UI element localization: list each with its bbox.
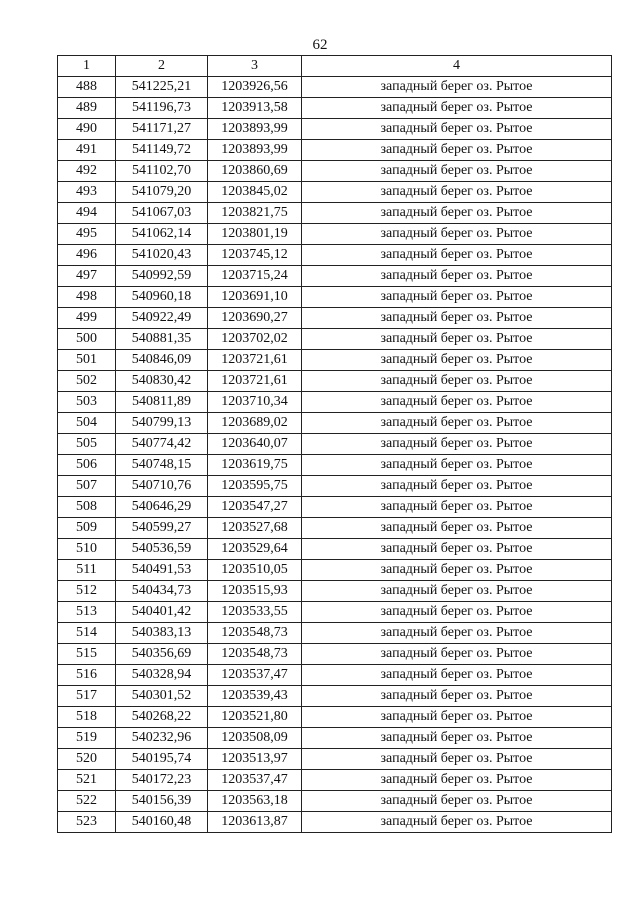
point-number-cell: 506 bbox=[58, 455, 116, 476]
table-row bbox=[58, 791, 612, 812]
table-row bbox=[58, 98, 612, 119]
y-coordinate-cell: 1203801,19 bbox=[208, 224, 302, 245]
point-number-cell: 511 bbox=[58, 560, 116, 581]
description-cell: западный берег оз. Рытое bbox=[302, 308, 612, 329]
point-number-cell: 499 bbox=[58, 308, 116, 329]
description-cell: западный берег оз. Рытое bbox=[302, 224, 612, 245]
x-coordinate-cell: 541171,27 bbox=[116, 119, 208, 140]
y-coordinate-cell: 1203508,09 bbox=[208, 728, 302, 749]
table-row bbox=[58, 497, 612, 518]
x-coordinate-cell: 540172,23 bbox=[116, 770, 208, 791]
description-cell: западный берег оз. Рытое bbox=[302, 497, 612, 518]
point-number-cell: 496 bbox=[58, 245, 116, 266]
table-row bbox=[58, 77, 612, 98]
point-number-cell: 492 bbox=[58, 161, 116, 182]
table-row bbox=[58, 392, 612, 413]
x-coordinate-cell: 541020,43 bbox=[116, 245, 208, 266]
point-number-cell: 522 bbox=[58, 791, 116, 812]
x-coordinate-cell: 540881,35 bbox=[116, 329, 208, 350]
x-coordinate-cell: 540268,22 bbox=[116, 707, 208, 728]
point-number-cell: 512 bbox=[58, 581, 116, 602]
table-row bbox=[58, 161, 612, 182]
description-cell: западный берег оз. Рытое bbox=[302, 140, 612, 161]
x-coordinate-cell: 540401,42 bbox=[116, 602, 208, 623]
point-number-cell: 490 bbox=[58, 119, 116, 140]
y-coordinate-cell: 1203527,68 bbox=[208, 518, 302, 539]
x-coordinate-cell: 540328,94 bbox=[116, 665, 208, 686]
y-coordinate-cell: 1203926,56 bbox=[208, 77, 302, 98]
y-coordinate-cell: 1203537,47 bbox=[208, 770, 302, 791]
description-cell: западный берег оз. Рытое bbox=[302, 791, 612, 812]
point-number-cell: 498 bbox=[58, 287, 116, 308]
description-cell: западный берег оз. Рытое bbox=[302, 182, 612, 203]
y-coordinate-cell: 1203513,97 bbox=[208, 749, 302, 770]
description-cell: западный берег оз. Рытое bbox=[302, 203, 612, 224]
point-number-cell: 505 bbox=[58, 434, 116, 455]
table-row bbox=[58, 245, 612, 266]
table-row bbox=[58, 665, 612, 686]
x-coordinate-cell: 541196,73 bbox=[116, 98, 208, 119]
point-number-cell: 523 bbox=[58, 812, 116, 833]
y-coordinate-cell: 1203537,47 bbox=[208, 665, 302, 686]
table-row bbox=[58, 203, 612, 224]
coordinates-table bbox=[57, 55, 612, 833]
point-number-cell: 491 bbox=[58, 140, 116, 161]
table-row bbox=[58, 623, 612, 644]
table-row bbox=[58, 770, 612, 791]
x-coordinate-cell: 540491,53 bbox=[116, 560, 208, 581]
table-row bbox=[58, 413, 612, 434]
point-number-cell: 509 bbox=[58, 518, 116, 539]
y-coordinate-cell: 1203521,80 bbox=[208, 707, 302, 728]
description-cell: западный берег оз. Рытое bbox=[302, 98, 612, 119]
y-coordinate-cell: 1203821,75 bbox=[208, 203, 302, 224]
table-row bbox=[58, 707, 612, 728]
x-coordinate-cell: 540232,96 bbox=[116, 728, 208, 749]
description-cell: западный берег оз. Рытое bbox=[302, 686, 612, 707]
table-row bbox=[58, 329, 612, 350]
header-cell-2: 2 bbox=[116, 56, 208, 77]
y-coordinate-cell: 1203640,07 bbox=[208, 434, 302, 455]
table-row bbox=[58, 602, 612, 623]
point-number-cell: 504 bbox=[58, 413, 116, 434]
x-coordinate-cell: 540799,13 bbox=[116, 413, 208, 434]
description-cell: западный берег оз. Рытое bbox=[302, 266, 612, 287]
description-cell: западный берег оз. Рытое bbox=[302, 602, 612, 623]
point-number-cell: 517 bbox=[58, 686, 116, 707]
x-coordinate-cell: 540748,15 bbox=[116, 455, 208, 476]
x-coordinate-cell: 540774,42 bbox=[116, 434, 208, 455]
point-number-cell: 502 bbox=[58, 371, 116, 392]
description-cell: западный берег оз. Рытое bbox=[302, 539, 612, 560]
description-cell: западный берег оз. Рытое bbox=[302, 581, 612, 602]
table-row bbox=[58, 560, 612, 581]
table-body bbox=[58, 77, 612, 833]
x-coordinate-cell: 540160,48 bbox=[116, 812, 208, 833]
table-row bbox=[58, 308, 612, 329]
x-coordinate-cell: 541149,72 bbox=[116, 140, 208, 161]
y-coordinate-cell: 1203702,02 bbox=[208, 329, 302, 350]
y-coordinate-cell: 1203721,61 bbox=[208, 371, 302, 392]
y-coordinate-cell: 1203619,75 bbox=[208, 455, 302, 476]
x-coordinate-cell: 541225,21 bbox=[116, 77, 208, 98]
point-number-cell: 516 bbox=[58, 665, 116, 686]
point-number-cell: 507 bbox=[58, 476, 116, 497]
y-coordinate-cell: 1203913,58 bbox=[208, 98, 302, 119]
description-cell: западный берег оз. Рытое bbox=[302, 161, 612, 182]
y-coordinate-cell: 1203533,55 bbox=[208, 602, 302, 623]
header-cell-1: 1 bbox=[58, 56, 116, 77]
description-cell: западный берег оз. Рытое bbox=[302, 560, 612, 581]
table-row bbox=[58, 518, 612, 539]
table-row bbox=[58, 644, 612, 665]
x-coordinate-cell: 540710,76 bbox=[116, 476, 208, 497]
point-number-cell: 518 bbox=[58, 707, 116, 728]
y-coordinate-cell: 1203860,69 bbox=[208, 161, 302, 182]
y-coordinate-cell: 1203613,87 bbox=[208, 812, 302, 833]
y-coordinate-cell: 1203548,73 bbox=[208, 644, 302, 665]
x-coordinate-cell: 540195,74 bbox=[116, 749, 208, 770]
table-row bbox=[58, 539, 612, 560]
x-coordinate-cell: 540599,27 bbox=[116, 518, 208, 539]
point-number-cell: 494 bbox=[58, 203, 116, 224]
x-coordinate-cell: 540811,89 bbox=[116, 392, 208, 413]
table-row bbox=[58, 182, 612, 203]
header-cell-4: 4 bbox=[302, 56, 612, 77]
description-cell: западный берег оз. Рытое bbox=[302, 728, 612, 749]
description-cell: западный берег оз. Рытое bbox=[302, 812, 612, 833]
x-coordinate-cell: 540960,18 bbox=[116, 287, 208, 308]
description-cell: западный берег оз. Рытое bbox=[302, 623, 612, 644]
x-coordinate-cell: 541079,20 bbox=[116, 182, 208, 203]
point-number-cell: 503 bbox=[58, 392, 116, 413]
y-coordinate-cell: 1203893,99 bbox=[208, 119, 302, 140]
x-coordinate-cell: 540383,13 bbox=[116, 623, 208, 644]
table-row bbox=[58, 140, 612, 161]
y-coordinate-cell: 1203845,02 bbox=[208, 182, 302, 203]
x-coordinate-cell: 541067,03 bbox=[116, 203, 208, 224]
description-cell: западный берег оз. Рытое bbox=[302, 434, 612, 455]
point-number-cell: 497 bbox=[58, 266, 116, 287]
x-coordinate-cell: 541062,14 bbox=[116, 224, 208, 245]
description-cell: западный берег оз. Рытое bbox=[302, 329, 612, 350]
table-row bbox=[58, 350, 612, 371]
point-number-cell: 489 bbox=[58, 98, 116, 119]
page-number: 62 bbox=[312, 37, 328, 53]
y-coordinate-cell: 1203515,93 bbox=[208, 581, 302, 602]
x-coordinate-cell: 540646,29 bbox=[116, 497, 208, 518]
x-coordinate-cell: 540830,42 bbox=[116, 371, 208, 392]
description-cell: западный берег оз. Рытое bbox=[302, 749, 612, 770]
table-row bbox=[58, 686, 612, 707]
table-row bbox=[58, 287, 612, 308]
description-cell: западный берег оз. Рытое bbox=[302, 707, 612, 728]
x-coordinate-cell: 540301,52 bbox=[116, 686, 208, 707]
table-row bbox=[58, 476, 612, 497]
x-coordinate-cell: 540846,09 bbox=[116, 350, 208, 371]
point-number-cell: 515 bbox=[58, 644, 116, 665]
y-coordinate-cell: 1203710,34 bbox=[208, 392, 302, 413]
description-cell: западный берег оз. Рытое bbox=[302, 77, 612, 98]
point-number-cell: 508 bbox=[58, 497, 116, 518]
y-coordinate-cell: 1203510,05 bbox=[208, 560, 302, 581]
header-cell-3: 3 bbox=[208, 56, 302, 77]
description-cell: западный берег оз. Рытое bbox=[302, 245, 612, 266]
point-number-cell: 488 bbox=[58, 77, 116, 98]
description-cell: западный берег оз. Рытое bbox=[302, 770, 612, 791]
point-number-cell: 520 bbox=[58, 749, 116, 770]
y-coordinate-cell: 1203595,75 bbox=[208, 476, 302, 497]
y-coordinate-cell: 1203548,73 bbox=[208, 623, 302, 644]
description-cell: западный берег оз. Рытое bbox=[302, 665, 612, 686]
description-cell: западный берег оз. Рытое bbox=[302, 413, 612, 434]
table-row bbox=[58, 266, 612, 287]
description-cell: западный берег оз. Рытое bbox=[302, 518, 612, 539]
table-row bbox=[58, 749, 612, 770]
y-coordinate-cell: 1203539,43 bbox=[208, 686, 302, 707]
table-row bbox=[58, 434, 612, 455]
y-coordinate-cell: 1203529,64 bbox=[208, 539, 302, 560]
point-number-cell: 519 bbox=[58, 728, 116, 749]
point-number-cell: 495 bbox=[58, 224, 116, 245]
description-cell: западный берег оз. Рытое bbox=[302, 350, 612, 371]
description-cell: западный берег оз. Рытое bbox=[302, 119, 612, 140]
description-cell: западный берег оз. Рытое bbox=[302, 371, 612, 392]
table-row bbox=[58, 728, 612, 749]
y-coordinate-cell: 1203547,27 bbox=[208, 497, 302, 518]
y-coordinate-cell: 1203689,02 bbox=[208, 413, 302, 434]
point-number-cell: 510 bbox=[58, 539, 116, 560]
y-coordinate-cell: 1203893,99 bbox=[208, 140, 302, 161]
x-coordinate-cell: 540156,39 bbox=[116, 791, 208, 812]
x-coordinate-cell: 540992,59 bbox=[116, 266, 208, 287]
table-row bbox=[58, 812, 612, 833]
description-cell: западный берег оз. Рытое bbox=[302, 287, 612, 308]
y-coordinate-cell: 1203690,27 bbox=[208, 308, 302, 329]
table-row bbox=[58, 224, 612, 245]
x-coordinate-cell: 540356,69 bbox=[116, 644, 208, 665]
description-cell: западный берег оз. Рытое bbox=[302, 644, 612, 665]
table-row bbox=[58, 371, 612, 392]
point-number-cell: 501 bbox=[58, 350, 116, 371]
table-row bbox=[58, 581, 612, 602]
y-coordinate-cell: 1203691,10 bbox=[208, 287, 302, 308]
description-cell: западный берег оз. Рытое bbox=[302, 476, 612, 497]
x-coordinate-cell: 541102,70 bbox=[116, 161, 208, 182]
table-row bbox=[58, 119, 612, 140]
point-number-cell: 513 bbox=[58, 602, 116, 623]
y-coordinate-cell: 1203715,24 bbox=[208, 266, 302, 287]
y-coordinate-cell: 1203563,18 bbox=[208, 791, 302, 812]
table-header-row bbox=[58, 56, 612, 77]
description-cell: западный берег оз. Рытое bbox=[302, 392, 612, 413]
y-coordinate-cell: 1203745,12 bbox=[208, 245, 302, 266]
x-coordinate-cell: 540922,49 bbox=[116, 308, 208, 329]
point-number-cell: 500 bbox=[58, 329, 116, 350]
point-number-cell: 493 bbox=[58, 182, 116, 203]
x-coordinate-cell: 540434,73 bbox=[116, 581, 208, 602]
table-row bbox=[58, 455, 612, 476]
y-coordinate-cell: 1203721,61 bbox=[208, 350, 302, 371]
point-number-cell: 521 bbox=[58, 770, 116, 791]
point-number-cell: 514 bbox=[58, 623, 116, 644]
x-coordinate-cell: 540536,59 bbox=[116, 539, 208, 560]
description-cell: западный берег оз. Рытое bbox=[302, 455, 612, 476]
